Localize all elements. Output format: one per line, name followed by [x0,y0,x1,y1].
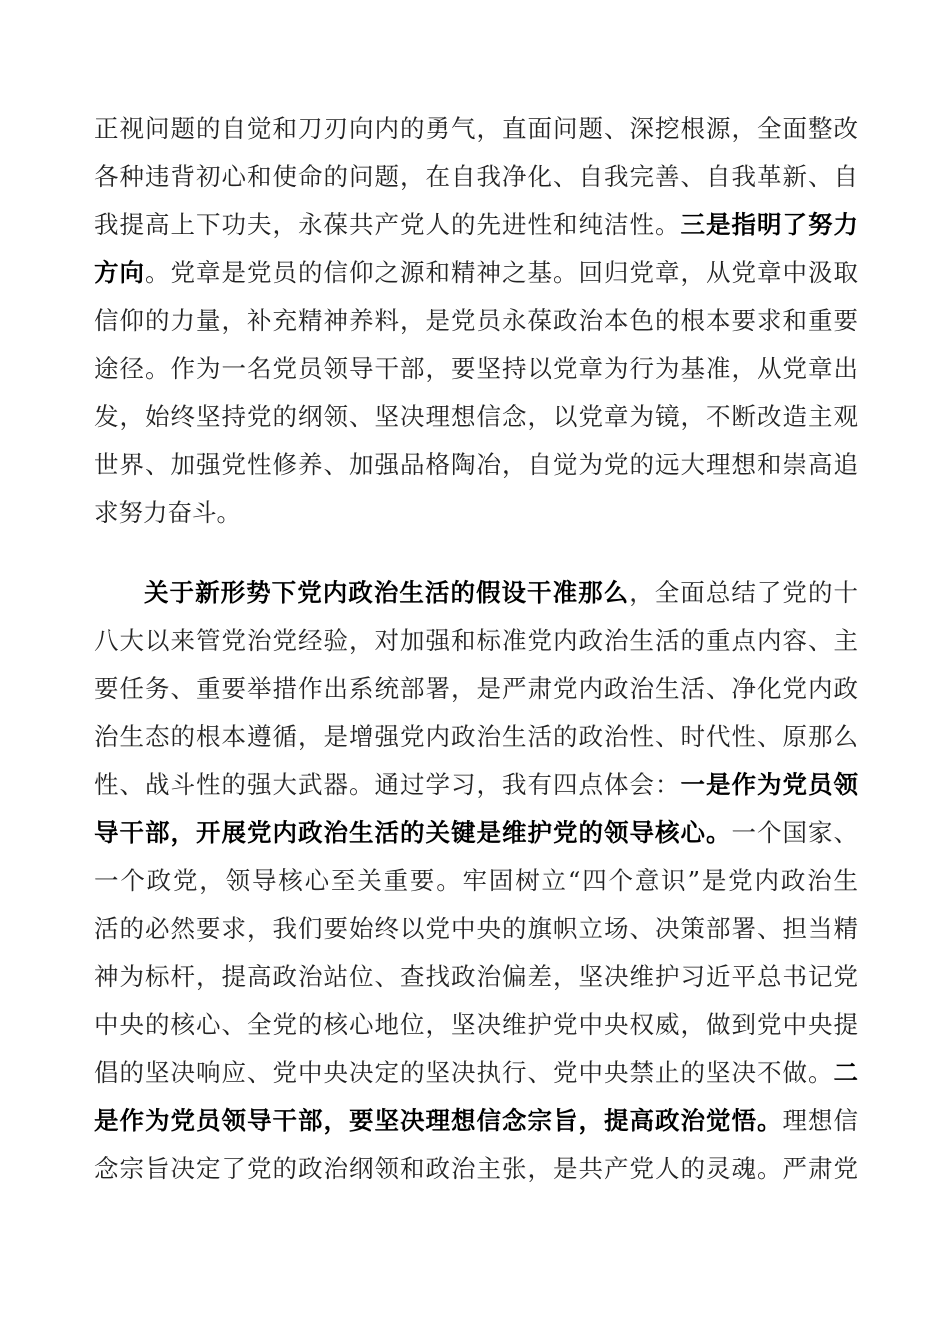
bold-heading-span: 一是作为党员领 [680,770,858,799]
text-span: 理想信 [782,1106,858,1135]
text-line: 念宗旨决定了党的政治纲领和政治主张，是共产党人的灵魂。严肃党 [94,1154,858,1183]
text-line: 中央的核心、全党的核心地位，坚决维护党中央权威，做到党中央提 [94,1010,858,1039]
text-line: 一个政党，领导核心至关重要。牢固树立“四个意识”是党内政治生 [94,866,858,895]
text-span: ，全面总结了党的十 [629,578,858,607]
bold-heading-span: 导干部，开展党内政治生活的关键是维护党的领导核心。 [94,818,732,847]
text-line: 要任务、重要举措作出系统部署，是严肃党内政治生活、净化党内政 [94,674,858,703]
text-line [94,813,858,853]
text-line [94,1053,858,1093]
text-span: 。党章是党员的信仰之源和精神之基。回归党章，从党章中汲取 [145,258,858,287]
text-line: 正视问题的自觉和刀刃向内的勇气，直面问题、深挖根源，全面整改 [94,114,858,143]
bold-heading-span: 方向 [94,258,145,287]
bold-heading-span: 关于新形势下党内政治生活的假设干准那么 [144,578,630,607]
text-line [94,253,858,293]
text-line [94,205,858,245]
text-line: 发，始终坚持党的纲领、坚决理想信念，以党章为镜，不断改造主观 [94,402,858,431]
text-span: 倡的坚决响应、党中央决定的坚决执行、党中央禁止的坚决不做。 [94,1058,834,1087]
text-line: 各种违背初心和使命的问题，在自我净化、自我完善、自我革新、自 [94,162,858,191]
text-span: 一个国家、 [731,818,858,847]
text-line: 世界、加强党性修养、加强品格陶冶，自觉为党的远大理想和崇高追 [94,450,858,479]
text-span: 性、战斗性的强大武器。通过学习，我有四点体会： [94,770,681,799]
text-line [144,573,858,613]
text-span: 我提高上下功夫，永葆共产党人的先进性和纯洁性。 [94,210,681,239]
text-line: 八大以来管党治党经验，对加强和标准党内政治生活的重点内容、主 [94,626,858,655]
text-line: 治生态的根本遵循，是增强党内政治生活的政治性、时代性、原那么 [94,722,858,751]
text-line: 活的必然要求，我们要始终以党中央的旗帜立场、决策部署、担当精 [94,914,858,943]
text-line: 神为标杆，提高政治站位、查找政治偏差，坚决维护习近平总书记党 [94,962,858,991]
bold-heading-span: 是作为党员领导干部，要坚决理想信念宗旨，提高政治觉悟。 [94,1106,783,1135]
text-line: 求努力奋斗。 [94,498,241,527]
bold-heading-span: 二 [833,1058,858,1087]
text-line [94,1101,858,1141]
bold-heading-span: 三是指明了努力 [680,210,858,239]
text-line: 途径。作为一名党员领导干部，要坚持以党章为行为基准，从党章出 [94,354,858,383]
text-line: 信仰的力量，补充精神养料，是党员永葆政治本色的根本要求和重要 [94,306,858,335]
text-line [94,765,858,805]
